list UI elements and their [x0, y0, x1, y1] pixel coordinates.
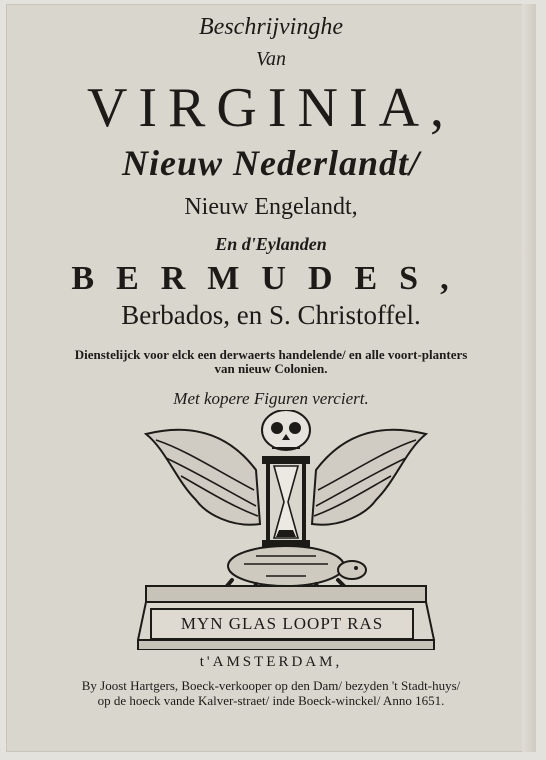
imprint-publisher	[6, 678, 536, 708]
title-line-virginia: VIRGINIA,	[86, 77, 456, 139]
hourglass-icon	[262, 456, 310, 548]
title-line-nieuw-engelandt: Nieuw Engelandt,	[184, 194, 358, 220]
imprint-line-2: op de hoeck vande Kalver-straet/ inde Boeck-winckel/ Anno 1651.	[97, 693, 445, 708]
subtitle-line-2: van nieuw Colonien.	[214, 361, 328, 376]
title-line-eylanden: En d'Eylanden	[215, 234, 327, 254]
title-line-nieuw-nederlandt: Nieuw Nederlandt/	[121, 143, 420, 183]
title-line-van: Van	[256, 48, 286, 70]
title-line-figuren: Met kopere Figuren verciert.	[173, 389, 369, 408]
title-line-berbados: Berbados, en S. Christoffel.	[121, 300, 421, 330]
imprint-place: t'AMSTERDAM,	[199, 654, 343, 670]
skull-icon	[262, 410, 310, 450]
title-line-bermudes: BERMUDES,	[71, 260, 471, 297]
title-page	[6, 4, 536, 752]
subtitle-line-1: Dienstelijck voor elck een derwaerts handelende/ en alle voort-planters	[74, 347, 468, 362]
title-line-beschrijvinghe: Beschrijvinghe	[199, 14, 343, 40]
subtitle-dienstelijck	[6, 348, 536, 376]
imprint-line-1: By Joost Hartgers, Boeck-verkooper op den Dam/ bezyden 't Stadt-huys/	[81, 678, 461, 693]
emblem-motto: MYN GLAS LOOPT RAS	[150, 608, 414, 640]
